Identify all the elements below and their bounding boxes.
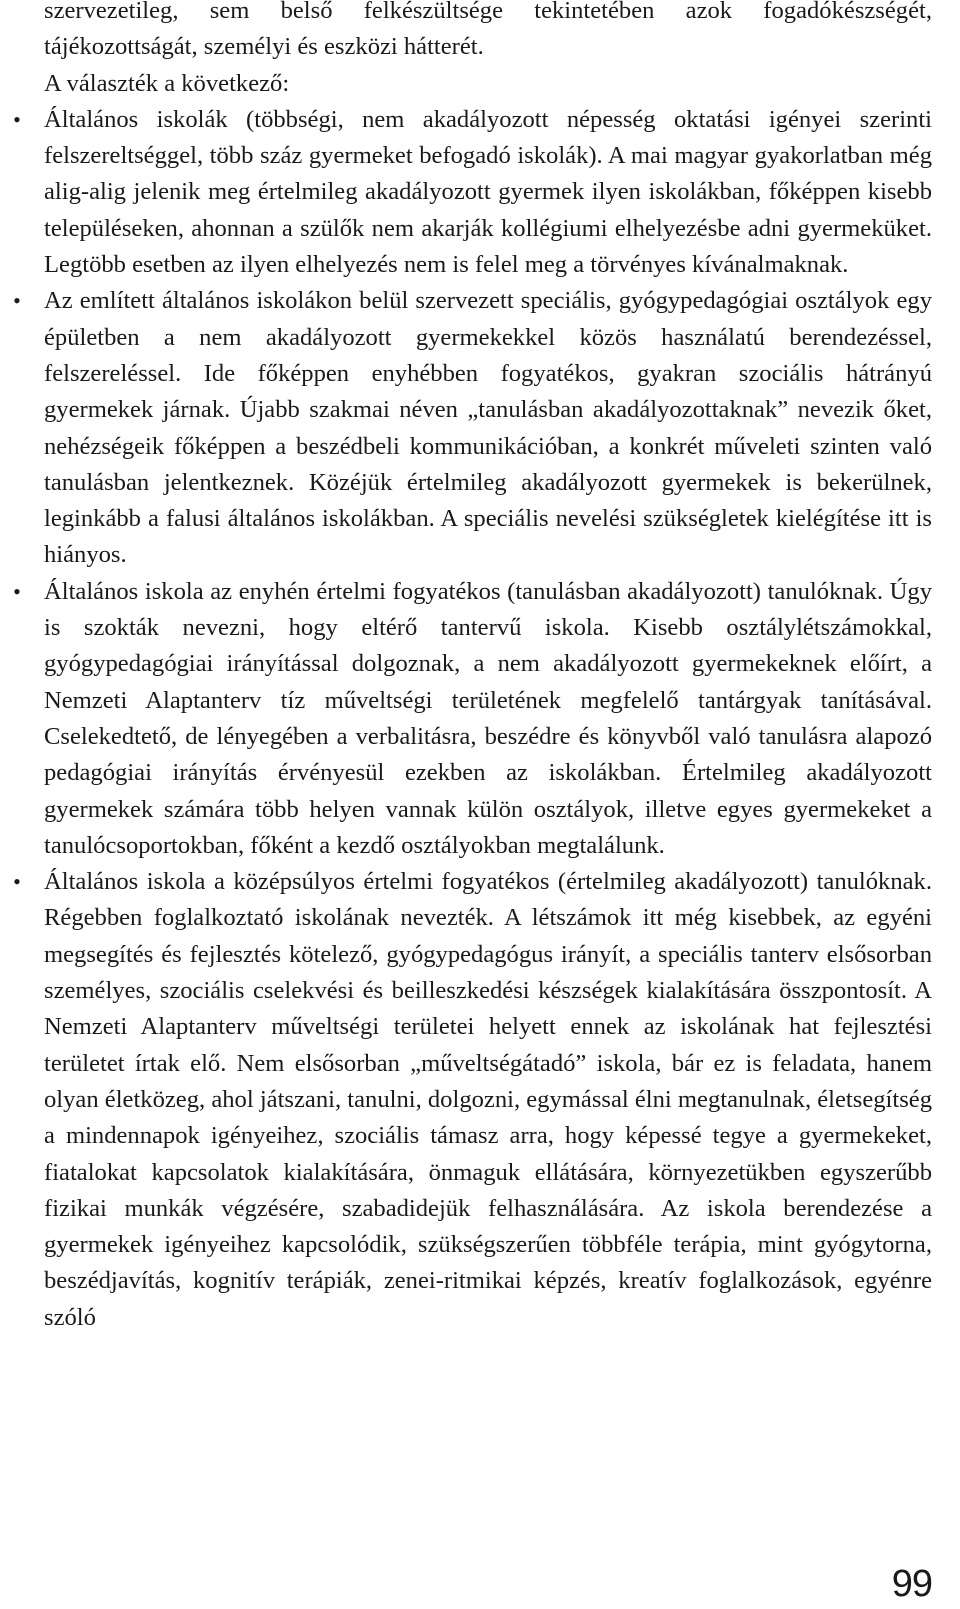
page-number: 99 xyxy=(891,1563,932,1605)
intro-paragraph: szervezetileg, sem belső felkészültsége tekintetében azok fogadókészségét, tájékozottságát, személyi és eszközi hátterét. xyxy=(44,0,932,61)
school-types-list xyxy=(13,102,932,1336)
list-item-text: Az említett általános iskolákon belül szervezett speciális, gyógypedagógiai osztályok egy épületben a nem akadályozott gyermekekkel közös használatú berendezéssel, felszereléssel. Ide főképpen enyhébben fogyatékos, gyakran szociális hátrányú gyermekek járnak. Újabb szakmai néven „tanulásban akadályozottaknak” nevezik őket, nehézségeik főképpen a beszédbeli kommunikációban, a konkrét műveleti szinten való tanulásban jelentkeznek. Közéjük értelmileg akadályozott gyermekek is bekerülnek, leginkább a falusi általános iskolákban. A speciális nevelési szükségletek kielégítése itt is hiányos. xyxy=(44,287,932,569)
page-body xyxy=(13,0,932,1336)
bullet-icon: • xyxy=(13,869,21,895)
list-item xyxy=(13,283,932,573)
list-item xyxy=(13,574,932,864)
bullet-icon: • xyxy=(13,106,21,132)
list-item xyxy=(13,864,932,1336)
bullet-icon: • xyxy=(13,288,21,314)
choice-intro: A választék a következő: xyxy=(44,69,290,97)
list-item-text: Általános iskola a középsúlyos értelmi fogyatékos (értelmileg akadályozott) tanulóknak. Régebben foglalkoztató iskolának nevezték. A létszámok itt még kisebbek, az egyéni megsegítés és fejlesztés kötelező, gyógypedagógus irányít, a speciális tanterv elsősorban személyes, szociális cselekvési és beilleszkedési készségek kialakítására összpontosít. A Nemzeti Alaptanterv műveltségi területei helyett ennek az iskolának hat fejlesztési területet írtak elő. Nem elsősorban „műveltségátadó” iskola, bár ez is feladata, hanem olyan életközeg, ahol játszani, tanulni, dolgozni, egymással élni megtanulnak, életsegítség a mindennapok igényeihez, szociális támasz arra, hogy képessé tegye a gyermekeket, fiatalokat kapcsolatok kialakítására, önmaguk ellátására, környezetükben egyszerűbb fizikai munkák végzésére, szabadidejük felhasználására. Az iskola berendezése a gyermekek igényeihez kapcsolódik, szükségszerűen többféle terápia, mint gyógytorna, beszédjavítás, kognitív terápiák, zenei-ritmikai képzés, kreatív foglalkozások, egyénre szóló xyxy=(44,868,932,1331)
bullet-icon: • xyxy=(13,578,21,604)
list-item-text: Általános iskola az enyhén értelmi fogyatékos (tanulásban akadályozott) tanulóknak. Úgy is szokták nevezni, hogy eltérő tantervű iskola. Kisebb osztálylétszámokkal, gyógypedagógiai irányítással dolgoznak, a nem akadályozott gyermekeknek előírt, a Nemzeti Alaptanterv tíz műveltségi területének megfelelő tantárgyak tanításával. Cselekedtető, de lényegében a verbalitásra, beszédre és könyvből való tanulásra alapozó pedagógiai irányítás érvényesül ezekben az iskolákban. Értelmileg akadályozott gyermekek számára több helyen vannak külön osztályok, illetve egyes gyermekeket a tanulócsoportokban, főként a kezdő osztályokban megtalálunk. xyxy=(44,577,932,859)
list-item xyxy=(13,102,932,283)
list-item-text: Általános iskolák (többségi, nem akadályozott népesség oktatási igényei szerinti felszereltséggel, több száz gyermeket befogadó iskolák). A mai magyar gyakorlatban még alig-alig jelenik meg értelmileg akadályozott gyermek ilyen iskolákban, főképpen kisebb településeken, ahonnan a szülők nem akarják kollégiumi elhelyezésbe adni gyermeküket. Legtöbb esetben az ilyen elhelyezés nem is felel meg a törvényes kívánalmaknak. xyxy=(44,105,932,279)
